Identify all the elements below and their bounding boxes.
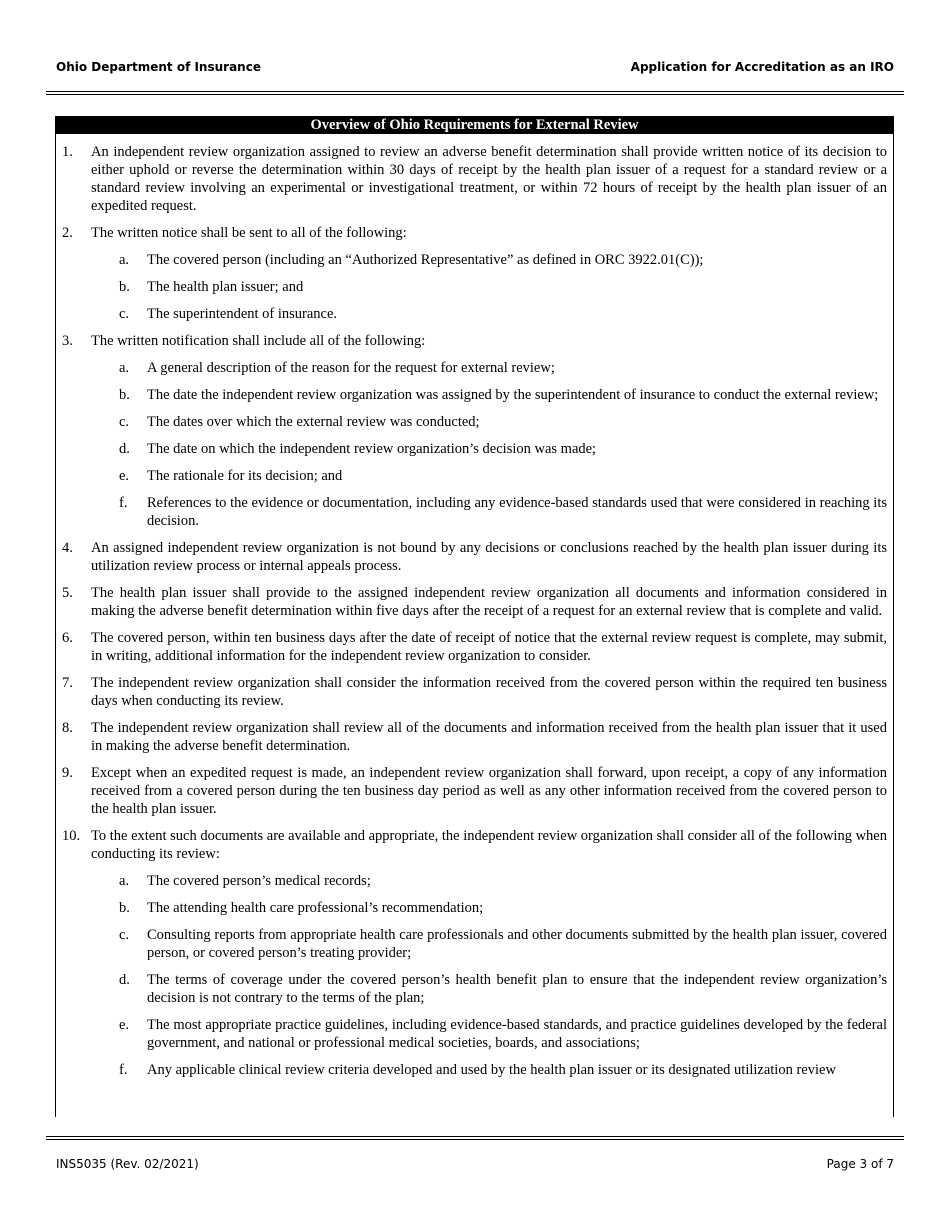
sub-requirement-letter: b. [119,900,130,916]
sub-requirement-item [91,899,887,917]
requirement-item [56,719,893,755]
requirement-number: 10. [62,828,81,844]
sub-requirement-item [91,386,887,404]
sub-requirement-letter: a. [119,873,130,889]
sub-requirement-text: A general description of the reason for the request for external review; [147,360,555,376]
requirement-text: The covered person, within ten business days after the date of receipt of notice that the external review request is complete, may submit, in writing, additional information for the independent review organization to consider. [91,630,887,664]
sub-requirement-item [91,440,887,458]
requirement-item [56,143,893,215]
sub-requirement-text: Any applicable clinical review criteria developed and used by the health plan issuer or its designated utilization review [147,1062,836,1078]
sub-requirement-letter: a. [119,360,130,376]
page-footer [56,1157,894,1173]
sub-requirement-text: The superintendent of insurance. [147,306,338,322]
header-rule-top [46,91,904,92]
footer-rule-bottom [46,1139,904,1140]
sub-requirement-list [91,251,887,323]
sub-requirement-text: References to the evidence or documentation, including any evidence-based standards used that were considered in reaching its decision. [147,495,887,529]
sub-requirement-item [91,278,887,296]
sub-requirement-letter: c. [119,414,130,430]
requirement-item [56,332,893,530]
requirements-list [56,143,893,1079]
requirement-text: The written notice shall be sent to all of the following: [91,225,407,241]
requirement-text: Except when an expedited request is made, an independent review organization shall forward, upon receipt, a copy of any information received from a covered person during the ten business day period as well as any other information received from the covered person to the health plan issuer. [91,765,887,817]
sub-requirement-letter: e. [119,468,130,484]
requirement-item [56,539,893,575]
sub-requirement-item [91,251,887,269]
sub-requirement-text: The attending health care professional’s recommendation; [147,900,484,916]
sub-requirement-text: The covered person (including an “Authorized Representative” as defined in ORC 3922.01(C)); [147,252,704,268]
sub-requirement-text: The date the independent review organization was assigned by the superintendent of insurance to conduct the external review; [147,387,879,403]
sub-requirement-text: Consulting reports from appropriate health care professionals and other documents submitted by the health plan issuer, covered person, or covered person’s treating provider; [147,927,887,961]
sub-requirement-item [91,359,887,377]
requirement-item [56,224,893,323]
section-title: Overview of Ohio Requirements for External Review [56,116,893,134]
sub-requirement-letter: f. [119,1062,128,1078]
requirements-box [55,116,894,1117]
sub-requirement-item [91,872,887,890]
sub-requirement-letter: a. [119,252,130,268]
sub-requirement-text: The health plan issuer; and [147,279,304,295]
header-rule-bottom [46,94,904,95]
sub-requirement-letter: e. [119,1017,130,1033]
sub-requirement-item [91,1016,887,1052]
sub-requirement-text: The terms of coverage under the covered person’s health benefit plan to ensure that the independent review organization’s decision is not contrary to the terms of the plan; [147,972,887,1006]
requirement-text: The independent review organization shall review all of the documents and information received from the health plan issuer that it used in making the adverse benefit determination. [91,720,887,754]
footer-rule-top [46,1136,904,1137]
sub-requirement-item [91,413,887,431]
sub-requirement-letter: c. [119,927,130,943]
sub-requirement-item [91,494,887,530]
requirement-text: The health plan issuer shall provide to the assigned independent review organization all documents and information considered in making the adverse benefit determination within five days after the receipt of a request for an external review that is complete and valid. [91,585,887,619]
requirement-number: 3. [62,333,73,349]
requirement-number: 8. [62,720,73,736]
requirement-number: 7. [62,675,73,691]
footer-page-number: Page 3 of 7 [826,1157,894,1171]
requirement-number: 1. [62,144,73,160]
requirement-text: The written notification shall include all of the following: [91,333,426,349]
sub-requirement-item [91,926,887,962]
header-form-title: Application for Accreditation as an IRO [630,60,894,74]
requirement-text: An independent review organization assigned to review an adverse benefit determination shall provide written notice of its decision to either uphold or reverse the determination within 30 days of receipt by the health plan issuer of a request for a standard review or a standard review involving an experimental or investigational treatment, or within 72 hours of receipt by the health plan issuer of an expedited request. [91,144,887,214]
sub-requirement-letter: f. [119,495,128,511]
sub-requirement-text: The most appropriate practice guidelines, including evidence-based standards, and practice guidelines developed by the federal government, and national or professional medical societies, boards, and associations; [147,1017,887,1051]
sub-requirement-letter: c. [119,306,130,322]
sub-requirement-letter: d. [119,441,130,457]
header-department: Ohio Department of Insurance [56,60,261,74]
requirement-number: 9. [62,765,73,781]
sub-requirement-text: The rationale for its decision; and [147,468,343,484]
page-header [56,60,894,76]
requirement-item [56,584,893,620]
requirement-text: The independent review organization shall consider the information received from the covered person within the required ten business days when conducting its review. [91,675,887,709]
requirement-item [56,629,893,665]
sub-requirement-letter: d. [119,972,130,988]
requirement-number: 2. [62,225,73,241]
sub-requirement-item [91,971,887,1007]
sub-requirement-letter: b. [119,279,130,295]
requirement-text: An assigned independent review organization is not bound by any decisions or conclusions reached by the health plan issuer during its utilization review process or internal appeals process. [91,540,887,574]
sub-requirement-letter: b. [119,387,130,403]
footer-form-number: INS5035 (Rev. 02/2021) [56,1157,199,1171]
sub-requirement-item [91,467,887,485]
requirement-text: To the extent such documents are available and appropriate, the independent review organization shall consider all of the following when conducting its review: [91,828,887,862]
sub-requirement-item [91,1061,887,1079]
sub-requirement-text: The date on which the independent review organization’s decision was made; [147,441,597,457]
requirement-item [56,764,893,818]
sub-requirement-text: The covered person’s medical records; [147,873,371,889]
requirement-number: 6. [62,630,73,646]
sub-requirement-list [91,359,887,530]
sub-requirement-item [91,305,887,323]
requirement-item [56,674,893,710]
requirement-item [56,827,893,1079]
requirement-number: 5. [62,585,73,601]
requirement-number: 4. [62,540,73,556]
sub-requirement-text: The dates over which the external review was conducted; [147,414,480,430]
sub-requirement-list [91,872,887,1079]
